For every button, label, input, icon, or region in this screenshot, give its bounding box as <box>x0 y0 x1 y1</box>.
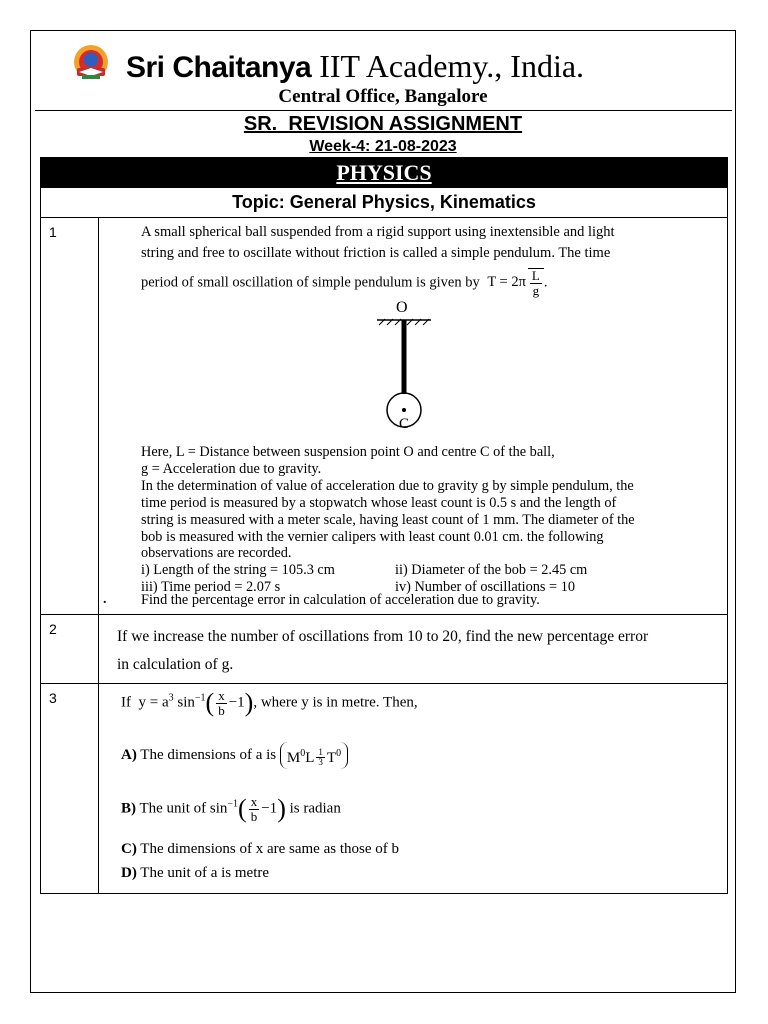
question-row-1 <box>41 218 728 615</box>
q3-b: b <box>250 808 258 824</box>
questions-table <box>40 217 728 894</box>
option-c-text: The dimensions of x are same as those of b <box>136 841 399 857</box>
dim-exponent: 0 <box>300 748 306 759</box>
formula-numerator: L <box>531 268 540 283</box>
option-c <box>121 841 399 858</box>
question-row-3 <box>41 684 728 894</box>
week-date: Week-4: 21-08-2023 <box>309 138 457 155</box>
formula-end: . <box>543 274 548 291</box>
question-body-2 <box>99 615 728 684</box>
option-d <box>121 865 269 882</box>
q3-sin: sin <box>209 800 228 817</box>
dim-l-exp-den: 3 <box>318 757 323 767</box>
q3-inverse: −1 <box>194 692 206 704</box>
header <box>30 36 736 108</box>
q3-exponent: 3 <box>168 692 174 704</box>
dim-l-exp-num: 1 <box>318 747 323 757</box>
bullet-dot: . <box>103 592 107 607</box>
question-number: 3 <box>41 684 99 894</box>
q1-detail-line: string is measured with a meter scale, having least count of 1 mm. The diameter of the <box>141 511 635 528</box>
option-a-text: The dimensions of a is <box>136 746 280 763</box>
q1-intro-line: A small spherical ball suspended from a rigid support using inextensible and light <box>141 224 615 240</box>
option-b: B) The unit of $\sin^{-1}$( $\frac{x}{b}$ −1) is radian <box>121 793 341 824</box>
option-b-text: The unit of <box>136 800 210 817</box>
q1-details <box>141 444 711 596</box>
brand-title <box>126 46 584 88</box>
option-b-tail: is radian <box>285 800 341 817</box>
q1-detail-line: bob is measured with the vernier calipers with least count 0.01 cm. the following <box>141 528 604 545</box>
dim-l-exponent <box>316 748 325 767</box>
formula-fraction <box>530 269 542 298</box>
dim-l: L <box>305 750 315 766</box>
question-body-1 <box>99 218 728 615</box>
q3-minus-one: −1 <box>261 800 278 817</box>
question-number: 1 <box>41 218 99 615</box>
option-d-label: D) <box>121 865 137 881</box>
dim-exponent: 0 <box>336 748 342 759</box>
q1-detail-line: Here, L = Distance between suspension point O and centre C of the ball, <box>141 444 555 460</box>
q3-expr: y = a <box>138 694 169 711</box>
q3-x: x <box>250 793 258 809</box>
dim-t: T <box>326 750 337 766</box>
subject-title: PHYSICS <box>336 160 432 185</box>
q1-intro-line: period of small oscillation of simple pendulum is given by <box>141 274 480 291</box>
point-o-label: O <box>396 299 408 316</box>
topic-title: Topic: General Physics, Kinematics <box>40 188 728 218</box>
q1-detail-line: In the determination of value of acceleration due to gravity g by simple pendulum, the <box>141 477 634 494</box>
observation: i) Length of the string = 105.3 cm <box>141 562 335 579</box>
q1-intro <box>141 222 701 298</box>
option-a-label: A) <box>121 746 137 763</box>
observation-row <box>141 562 711 579</box>
q1-formula-line <box>141 268 701 298</box>
q1-detail-line: time period is measured by a stopwatch whose least count is 0.5 s and the length of <box>141 494 617 511</box>
office-label: Central Office, Bangalore <box>278 86 488 107</box>
q3-minus-one: −1 <box>228 694 245 711</box>
option-b-label: B) <box>121 800 136 817</box>
point-c-label: C <box>399 416 410 432</box>
option-d-text: The unit of a is metre <box>136 865 270 881</box>
q3-tail: , where y is in metre. Then, <box>253 694 418 711</box>
question-number: 2 <box>41 615 99 684</box>
dimension-bracket <box>280 742 348 769</box>
brand-suffix: IIT Academy., India. <box>311 48 585 84</box>
header-divider <box>35 110 732 111</box>
question-body-3 <box>99 684 728 894</box>
q1-intro-line: string and free to oscillate without friction is called a simple pendulum. The time <box>141 245 611 261</box>
q3-sin: sin <box>173 694 195 711</box>
question-row-2 <box>41 615 728 684</box>
dim-m: M <box>286 750 301 766</box>
q2-line: If we increase the number of oscillations from 10 to 20, find the new percentage error <box>117 628 649 645</box>
q3-fraction <box>249 795 260 824</box>
option-c-label: C) <box>121 841 137 857</box>
q1-detail-line: observations are recorded. <box>141 545 292 562</box>
brand-name: Sri Chaitanya <box>126 51 312 84</box>
q1-detail-line: g = Acceleration due to gravity. <box>141 460 322 477</box>
pendulum-diagram <box>369 298 439 438</box>
formula-denominator: g <box>532 283 540 298</box>
option-a <box>121 742 348 769</box>
subject-bar <box>40 158 728 188</box>
q3-b: b <box>218 702 225 718</box>
assignment-title: SR._REVISION ASSIGNMENT <box>243 113 523 135</box>
observation: iv) Number of oscillations = 10 <box>395 579 575 596</box>
formula-lhs: T = 2π <box>487 274 526 291</box>
q3-inverse: −1 <box>227 798 239 810</box>
observation: ii) Diameter of the bob = 2.45 cm <box>395 562 588 579</box>
q3-fraction <box>216 689 227 718</box>
q3-stem: If $y = a^3$ $\sin^{-1}$( $\frac{x}{b}$ −1), where y is in metre. Then, <box>121 687 418 718</box>
q3-x: x <box>218 687 225 703</box>
sqrt-formula <box>528 268 544 298</box>
observation: iii) Time period = 2.07 s <box>141 579 281 596</box>
q3-if: If <box>121 694 131 711</box>
q1-question: Find the percentage error in calculation of acceleration due to gravity. <box>141 592 540 608</box>
q2-line: in calculation of g. <box>117 656 234 673</box>
bob-centre <box>402 408 406 412</box>
academy-logo-icon <box>68 42 114 84</box>
